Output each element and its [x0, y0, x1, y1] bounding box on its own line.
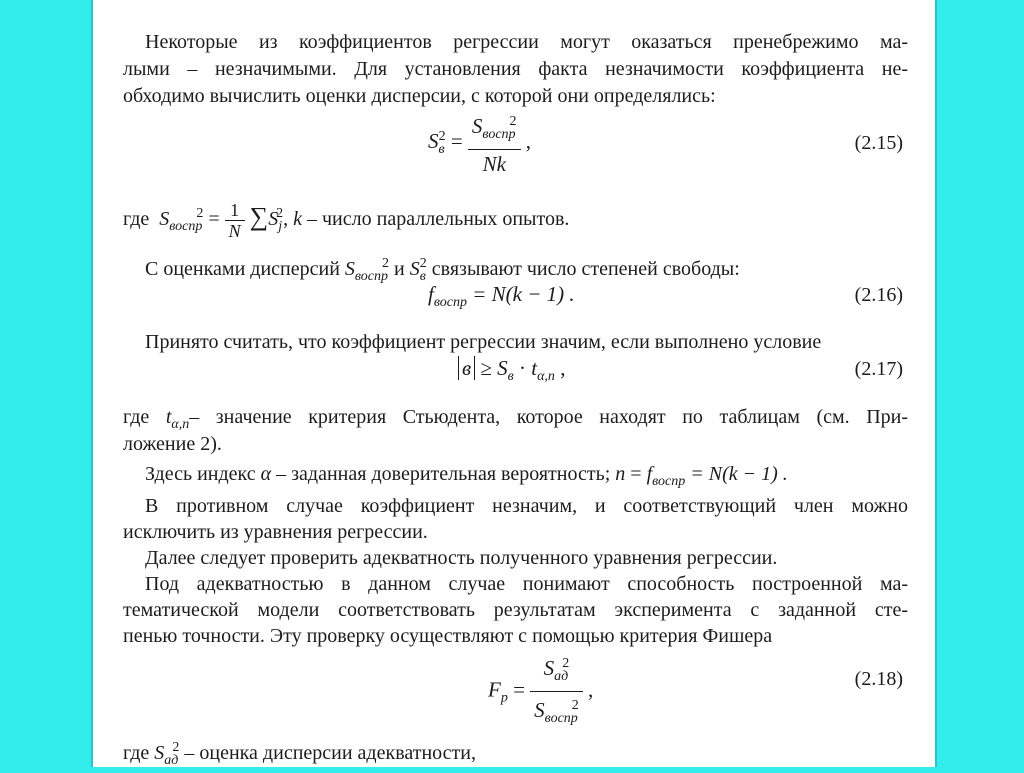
paragraph-line: Под адекватностью в данном случае понимают способность построенной ма-	[145, 573, 908, 595]
where-line: где $S_{воспр}^2$ = $\frac{1}{N}$ $\sum S_j^2$, k – число параллельных опытов.	[123, 200, 570, 241]
eq-fraction: $\frac{S_{воспр}^2}{Nk}$	[468, 108, 521, 178]
abs-value: в	[458, 356, 475, 380]
eq-sub: в	[438, 141, 445, 157]
paragraph-line: исключить из уравнения регрессии.	[123, 521, 428, 543]
eq-var: S	[428, 128, 439, 153]
paragraph-line: В противном случае коэффициент незначим, и соответствующий член можно	[145, 495, 908, 517]
equation-number: (2.17)	[854, 358, 903, 380]
paragraph-line: Далее следует проверить адекватность полученного уравнения регрессии.	[145, 547, 778, 569]
equation-2-16: $f_{воспр} = N(k - 1)$ .	[428, 282, 575, 310]
paragraph-line: Некоторые из коэффициентов регрессии могут оказаться пренебрежимо ма-	[145, 31, 908, 53]
equation-2-18: $F_p$ = $\frac{S_{ад}^2}{S_{воспр}^2}$ ,	[488, 650, 593, 733]
equation-number: (2.18)	[854, 668, 903, 690]
paragraph-line: Принято считать, что коэффициент регрессии значим, если выполнено условие	[145, 331, 822, 353]
paragraph-line: обходимо вычислить оценки дисперсии, с которой они определялись:	[123, 85, 716, 107]
document-page	[91, 0, 937, 767]
equation-2-17: $в \ge S_в \cdot t_{\alpha,n}$ ,	[458, 356, 565, 385]
equation-number: (2.16)	[854, 284, 903, 306]
paragraph-line: пенью точности. Эту проверку осуществляют с помощью критерия Фишера	[123, 625, 773, 647]
paragraph-line: Здесь индекс α – заданная доверительная вероятность; $n = f_{воспр} = N(k - 1)$ .	[145, 463, 788, 489]
paragraph-line: С оценками дисперсий $S_{воспр}^2$ и $S_в^2$ связывают число степеней свободы:	[145, 256, 740, 284]
where-line: где $t_{\alpha,n}-$ значение критерия Стьюдента, которое находят по таблицам (см. При-	[123, 406, 909, 432]
eq-fraction: $\frac{S_{ад}^2}{S_{воспр}^2}$	[530, 650, 583, 733]
eq-fraction: $\frac{1}{N}$	[225, 200, 245, 241]
where-line: где $S_{ад}^2$ – оценка дисперсии адекватности,	[123, 740, 476, 768]
paragraph-line: тематической модели соответствовать результатам эксперимента с заданной сте-	[123, 599, 908, 621]
equation-2-15: $S_в^2$ = $\frac{S_{воспр}^2}{Nk}$ ,	[428, 108, 531, 178]
equation-number: (2.15)	[854, 132, 903, 154]
paragraph-line: лыми – незначимыми. Для установления факта незначимости коэффициента не-	[123, 58, 908, 80]
eq-sup: 2	[438, 128, 446, 144]
paragraph-line: ложение 2).	[123, 433, 222, 455]
sum-symbol: ∑	[249, 202, 269, 232]
eq-comma: ,	[525, 128, 532, 153]
